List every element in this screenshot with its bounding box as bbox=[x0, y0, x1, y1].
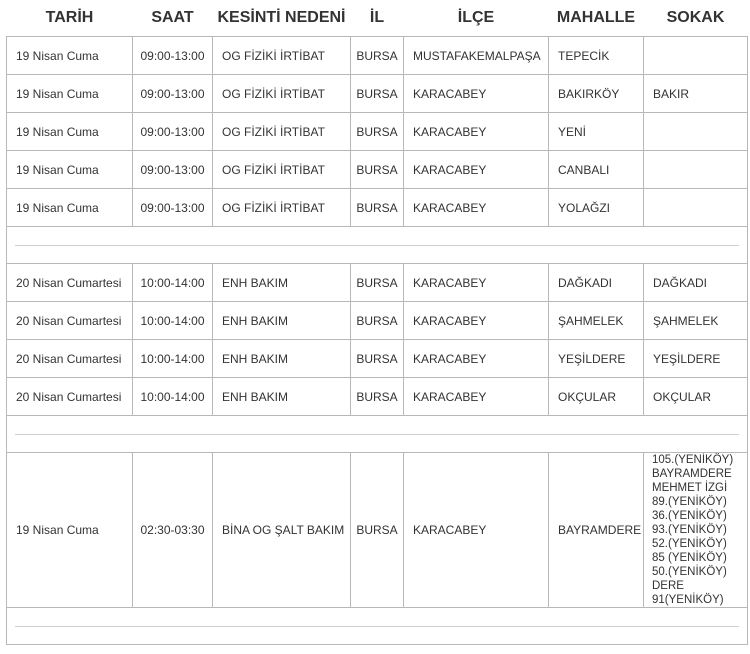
cell-ilce: KARACABEY bbox=[404, 378, 549, 416]
divider bbox=[15, 434, 739, 435]
cell-ilce: KARACABEY bbox=[404, 264, 549, 302]
cell-sokak bbox=[644, 151, 748, 189]
cell-tarih: 19 Nisan Cuma bbox=[7, 151, 133, 189]
cell-saat: 10:00-14:00 bbox=[133, 264, 213, 302]
cell-mahalle: YENİ bbox=[549, 113, 644, 151]
sokak-item: 105.(YENİKÖY) bbox=[652, 454, 734, 466]
cell-mahalle: ŞAHMELEK bbox=[549, 302, 644, 340]
cell-saat: 09:00-13:00 bbox=[133, 37, 213, 75]
table-row bbox=[7, 113, 748, 151]
sokak-item: 91(YENİKÖY) bbox=[652, 594, 724, 606]
table-row bbox=[7, 302, 748, 340]
table-row bbox=[7, 264, 748, 302]
cell-mahalle: DAĞKADI bbox=[549, 264, 644, 302]
cell-il: BURSA bbox=[351, 189, 404, 227]
table-row bbox=[7, 378, 748, 416]
table-row bbox=[7, 189, 748, 227]
cell-sokak bbox=[644, 37, 748, 75]
cell-kesinti-nedeni: OG FİZİKİ İRTİBAT bbox=[213, 113, 351, 151]
cell-mahalle: CANBALI bbox=[549, 151, 644, 189]
cell-kesinti-nedeni: OG FİZİKİ İRTİBAT bbox=[213, 189, 351, 227]
header-ilce: İLÇE bbox=[457, 9, 495, 26]
cell-sokak: OKÇULAR bbox=[644, 378, 748, 416]
cell-saat: 09:00-13:00 bbox=[133, 75, 213, 113]
header-mahalle: MAHALLE bbox=[556, 9, 636, 26]
cell-tarih: 19 Nisan Cuma bbox=[7, 37, 133, 75]
cell-saat: 10:00-14:00 bbox=[133, 302, 213, 340]
header-sokak: SOKAK bbox=[666, 9, 725, 26]
cell-ilce: KARACABEY bbox=[404, 151, 549, 189]
cell-tarih: 19 Nisan Cuma bbox=[7, 453, 133, 608]
table-header bbox=[7, 0, 748, 37]
table-row bbox=[7, 453, 748, 608]
header-tarih: TARİH bbox=[45, 9, 94, 26]
cell-ilce: KARACABEY bbox=[404, 189, 549, 227]
cell-il: BURSA bbox=[351, 113, 404, 151]
cell-saat: 09:00-13:00 bbox=[133, 151, 213, 189]
sokak-item: 50.(YENİKÖY) bbox=[652, 566, 727, 578]
cell-sokak bbox=[644, 453, 748, 608]
cell-mahalle: BAKIRKÖY bbox=[549, 75, 644, 113]
sokak-item: 93.(YENİKÖY) bbox=[652, 524, 727, 536]
cell-tarih: 19 Nisan Cuma bbox=[7, 189, 133, 227]
cell-saat: 02:30-03:30 bbox=[133, 453, 213, 608]
cell-sokak: ŞAHMELEK bbox=[644, 302, 748, 340]
sokak-item: 89.(YENİKÖY) bbox=[652, 496, 727, 508]
table-row bbox=[7, 37, 748, 75]
cell-kesinti-nedeni: ENH BAKIM bbox=[213, 378, 351, 416]
cell-saat: 10:00-14:00 bbox=[133, 340, 213, 378]
cell-sokak bbox=[644, 189, 748, 227]
cell-il: BURSA bbox=[351, 75, 404, 113]
sokak-item: 36.(YENİKÖY) bbox=[652, 510, 727, 522]
divider bbox=[15, 626, 739, 627]
cell-tarih: 20 Nisan Cumartesi bbox=[7, 302, 133, 340]
cell-saat: 10:00-14:00 bbox=[133, 378, 213, 416]
sokak-item: 52.(YENİKÖY) bbox=[652, 538, 727, 550]
cell-sokak bbox=[644, 113, 748, 151]
cell-tarih: 20 Nisan Cumartesi bbox=[7, 264, 133, 302]
cell-sokak: BAKIR bbox=[644, 75, 748, 113]
cell-mahalle: BAYRAMDERE bbox=[549, 453, 644, 608]
cell-il: BURSA bbox=[351, 37, 404, 75]
cell-ilce: KARACABEY bbox=[404, 302, 549, 340]
cell-sokak: YEŞİLDERE bbox=[644, 340, 748, 378]
cell-kesinti-nedeni: BİNA OG ŞALT BAKIM bbox=[213, 453, 351, 608]
separator-row bbox=[7, 416, 748, 453]
cell-kesinti-nedeni: ENH BAKIM bbox=[213, 264, 351, 302]
cell-kesinti-nedeni: ENH BAKIM bbox=[213, 302, 351, 340]
cell-mahalle: YOLAĞZI bbox=[549, 189, 644, 227]
cell-kesinti-nedeni: OG FİZİKİ İRTİBAT bbox=[213, 37, 351, 75]
cell-tarih: 20 Nisan Cumartesi bbox=[7, 340, 133, 378]
cell-il: BURSA bbox=[351, 340, 404, 378]
cell-saat: 09:00-13:00 bbox=[133, 113, 213, 151]
cell-mahalle: OKÇULAR bbox=[549, 378, 644, 416]
cell-mahalle: YEŞİLDERE bbox=[549, 340, 644, 378]
cell-sokak: DAĞKADI bbox=[644, 264, 748, 302]
cell-il: BURSA bbox=[351, 264, 404, 302]
header-il: İL bbox=[369, 9, 385, 26]
cell-kesinti-nedeni: OG FİZİKİ İRTİBAT bbox=[213, 151, 351, 189]
sokak-item: DERE bbox=[652, 580, 684, 592]
divider bbox=[15, 245, 739, 246]
sokak-item: MEHMET İZGİ bbox=[652, 482, 728, 494]
cell-ilce: KARACABEY bbox=[404, 113, 549, 151]
cell-kesinti-nedeni: OG FİZİKİ İRTİBAT bbox=[213, 75, 351, 113]
separator-row bbox=[7, 227, 748, 264]
cell-il: BURSA bbox=[351, 453, 404, 608]
cell-mahalle: TEPECİK bbox=[549, 37, 644, 75]
table-body bbox=[7, 37, 748, 645]
cell-il: BURSA bbox=[351, 378, 404, 416]
cell-ilce: KARACABEY bbox=[404, 453, 549, 608]
cell-il: BURSA bbox=[351, 151, 404, 189]
table-row bbox=[7, 75, 748, 113]
cell-ilce: KARACABEY bbox=[404, 340, 549, 378]
cell-ilce: KARACABEY bbox=[404, 75, 549, 113]
cell-ilce: MUSTAFAKEMALPAŞA bbox=[404, 37, 549, 75]
header-kesinti-nedeni: KESİNTİ NEDENİ bbox=[217, 9, 346, 26]
outage-table bbox=[6, 0, 748, 645]
cell-tarih: 20 Nisan Cumartesi bbox=[7, 378, 133, 416]
table-row bbox=[7, 151, 748, 189]
cell-tarih: 19 Nisan Cuma bbox=[7, 113, 133, 151]
sokak-item: BAYRAMDERE bbox=[652, 468, 732, 480]
sokak-item: 85 (YENİKÖY) bbox=[652, 552, 727, 564]
cell-kesinti-nedeni: ENH BAKIM bbox=[213, 340, 351, 378]
header-saat: SAAT bbox=[151, 9, 194, 26]
table-row bbox=[7, 340, 748, 378]
cell-tarih: 19 Nisan Cuma bbox=[7, 75, 133, 113]
separator-row bbox=[7, 608, 748, 645]
cell-saat: 09:00-13:00 bbox=[133, 189, 213, 227]
cell-il: BURSA bbox=[351, 302, 404, 340]
